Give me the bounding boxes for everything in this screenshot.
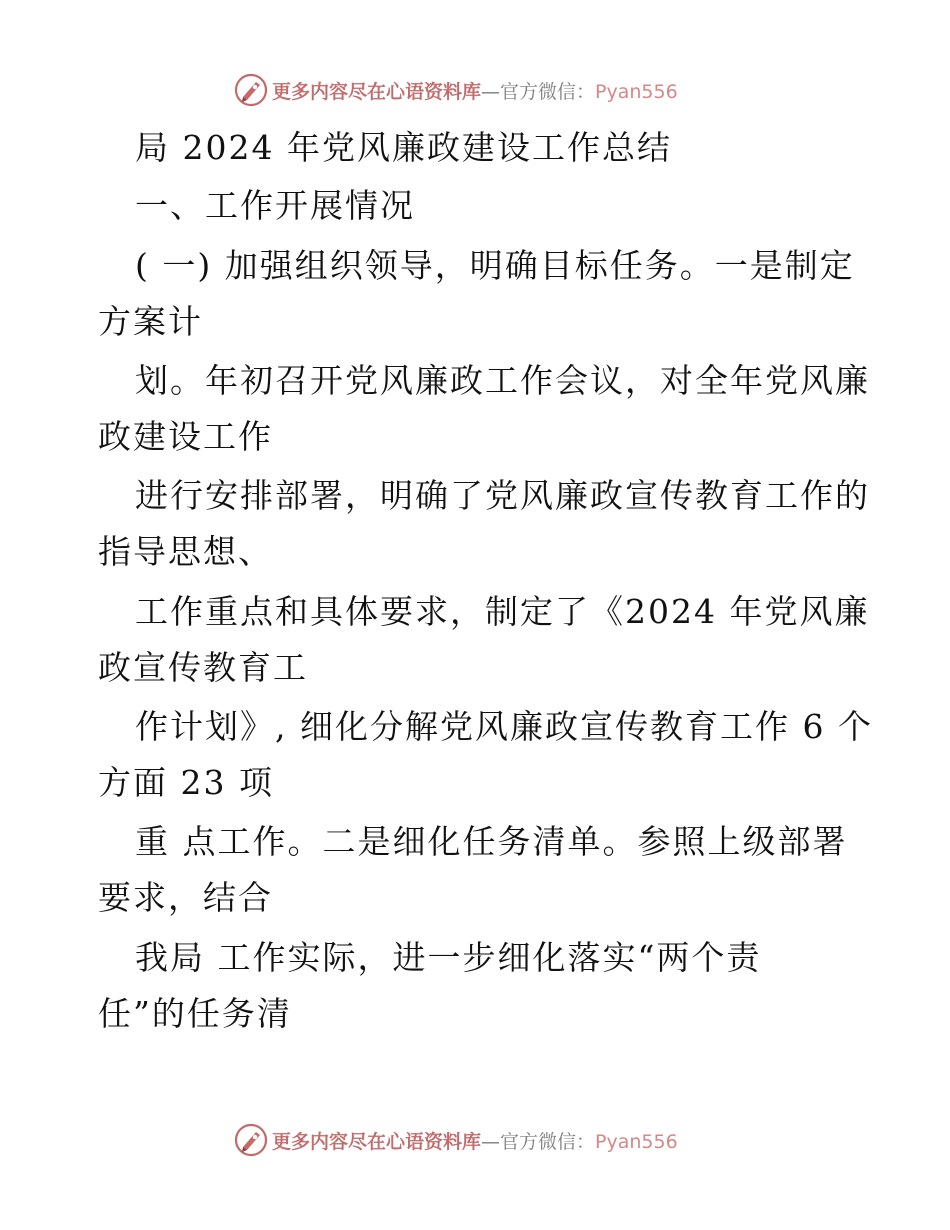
watermark-part2: —官方微信： <box>481 1130 596 1153</box>
watermark-part1: 更多内容尽在心语资料库 <box>272 1130 482 1153</box>
watermark-text <box>272 1127 678 1154</box>
watermark-brand: Pyan556 <box>595 1130 678 1153</box>
document-title: 局 2024 年党风廉政建设工作总结 <box>135 128 672 167</box>
watermark-part2: —官方微信： <box>481 80 596 103</box>
paragraph-line: 我局 工作实际，进一步细化落实“两个责 <box>135 938 762 977</box>
watermark-text <box>272 77 678 104</box>
paragraph-line: 要求，结合 <box>98 878 273 917</box>
pen-logo-icon <box>234 73 268 107</box>
paragraph-line: 重 点工作。二是细化任务清单。参照上级部署 <box>135 822 848 861</box>
paragraph-line: 作计划》, 细化分解党风廉政宣传教育工作 6 个 <box>135 707 873 746</box>
paragraph-line: ( 一) 加强组织领导，明确目标任务。一是制定 <box>135 246 855 285</box>
paragraph-line: 方面 23 项 <box>98 763 274 802</box>
paragraph-line: 指导思想、 <box>98 532 273 571</box>
paragraph-line: 任”的任务清 <box>98 994 292 1033</box>
paragraph-line: 方案计 <box>98 302 203 341</box>
header-watermark <box>234 72 678 108</box>
paragraph-line: 划。年初召开党风廉政工作会议，对全年党风廉 <box>135 361 870 400</box>
watermark-part1: 更多内容尽在心语资料库 <box>272 80 482 103</box>
paragraph-line: 政宣传教育工 <box>98 648 308 687</box>
footer-watermark <box>234 1122 678 1158</box>
paragraph-line: 进行安排部署，明确了党风廉政宣传教育工作的 <box>135 476 870 515</box>
paragraph-line: 工作重点和具体要求，制定了《2024 年党风廉 <box>135 592 870 631</box>
watermark-brand: Pyan556 <box>595 80 678 103</box>
pen-logo-icon <box>234 1123 268 1157</box>
paragraph-line: 政建设工作 <box>98 417 273 456</box>
section-heading: 一、工作开展情况 <box>135 186 415 225</box>
